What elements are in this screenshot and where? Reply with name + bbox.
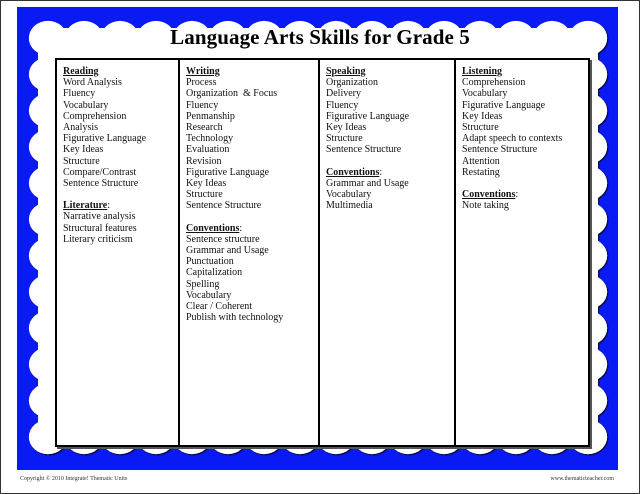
skill-item: Fluency	[63, 88, 96, 100]
section-heading-label: Speaking	[326, 66, 366, 77]
skill-item: Grammar and Usage	[326, 177, 409, 189]
skill-item: Narrative analysis	[63, 211, 136, 223]
section-heading	[186, 223, 318, 234]
skill-item: Sentence Structure	[326, 144, 402, 156]
skill-item: Grammar and Usage	[186, 245, 269, 257]
section-heading-label: Writing	[186, 66, 220, 77]
skill-item: Structural features	[63, 222, 137, 234]
skill-item: Capitalization	[186, 267, 243, 279]
section-heading-colon: :	[379, 166, 383, 178]
skill-item: Organization & Focus	[186, 88, 278, 100]
skill-item: Figurative Language	[326, 110, 410, 122]
skill-item: Compare/Contrast	[63, 166, 137, 178]
skill-item: Structure	[326, 133, 363, 145]
skill-item: Figurative Language	[63, 133, 147, 145]
skill-section	[63, 200, 178, 245]
column-reading	[57, 60, 180, 445]
copyright-text: Copyright © 2010 Integrate! Thematic Units	[20, 476, 128, 482]
skill-item: Sentence Structure	[462, 144, 538, 156]
skill-item: Vocabulary	[63, 99, 109, 111]
skill-item: Spelling	[186, 278, 220, 290]
column-speaking	[320, 60, 456, 445]
skill-item: Penmanship	[186, 110, 235, 122]
skill-item: Comprehension	[462, 77, 526, 89]
skill-item: Structure	[63, 155, 100, 167]
skill-item: Sentence structure	[186, 233, 260, 245]
skill-item: Attention	[462, 155, 500, 167]
skill-section	[326, 66, 454, 156]
skills-table	[55, 58, 590, 447]
section-heading	[462, 189, 588, 200]
skill-item: Technology	[186, 133, 234, 145]
section-heading-colon: :	[515, 189, 519, 201]
skill-item: Process	[186, 77, 217, 89]
column-listening	[456, 60, 588, 445]
section-heading-colon: :	[107, 200, 111, 212]
skill-section	[186, 66, 318, 212]
skill-section	[63, 66, 178, 189]
skill-item: Delivery	[326, 88, 361, 100]
skill-item: Key Ideas	[326, 122, 367, 134]
section-heading-label: Reading	[63, 66, 99, 77]
skill-item: Figurative Language	[462, 99, 546, 111]
skill-item: Clear / Coherent	[186, 301, 253, 313]
skill-item: Evaluation	[186, 144, 230, 156]
skill-item: Key Ideas	[186, 178, 227, 190]
skill-item: Publish with technology	[186, 312, 284, 324]
skill-item: Vocabulary	[186, 289, 232, 301]
skill-item: Structure	[186, 189, 223, 201]
skill-section	[462, 189, 588, 211]
skill-section	[462, 66, 588, 178]
skill-item: Analysis	[63, 122, 98, 134]
section-heading	[462, 66, 588, 77]
section-heading-label: Listening	[462, 66, 503, 77]
skill-item: Revision	[186, 155, 222, 167]
skill-item: Structure	[462, 122, 499, 134]
skill-item: Restating	[462, 166, 500, 178]
skill-section	[326, 167, 454, 212]
section-heading-label: Conventions	[326, 166, 380, 178]
skill-item: Punctuation	[186, 256, 234, 268]
skill-item: Figurative Language	[186, 166, 270, 178]
column-writing	[180, 60, 320, 445]
section-heading-colon: :	[239, 222, 243, 234]
section-heading	[326, 66, 454, 77]
skill-item: Fluency	[186, 99, 219, 111]
section-heading-label: Conventions	[186, 222, 240, 234]
skill-item: Comprehension	[63, 110, 127, 122]
skill-item: Adapt speech to contexts	[462, 133, 563, 145]
skill-item: Organization	[326, 77, 379, 89]
skill-item: Literary criticism	[63, 233, 133, 245]
skill-item: Vocabulary	[462, 88, 508, 100]
section-heading-label: Conventions	[462, 189, 516, 201]
skill-item: Word Analysis	[63, 77, 122, 89]
section-heading	[63, 200, 178, 211]
page-title: Language Arts Skills for Grade 5	[170, 25, 470, 49]
skill-item: Sentence Structure	[186, 200, 262, 212]
skill-item: Research	[186, 122, 223, 134]
section-heading	[63, 66, 178, 77]
skill-item: Fluency	[326, 99, 359, 111]
skill-item: Vocabulary	[326, 189, 372, 201]
website-text: www.thematicteacher.com	[550, 476, 614, 482]
skill-item: Key Ideas	[63, 144, 104, 156]
skill-item: Key Ideas	[462, 110, 503, 122]
section-heading	[186, 66, 318, 77]
skill-item: Note taking	[462, 200, 509, 212]
skill-item: Sentence Structure	[63, 178, 139, 190]
section-heading-label: Literature	[63, 200, 108, 212]
skill-section	[186, 223, 318, 324]
section-heading	[326, 167, 454, 178]
skill-item: Multimedia	[326, 200, 373, 212]
